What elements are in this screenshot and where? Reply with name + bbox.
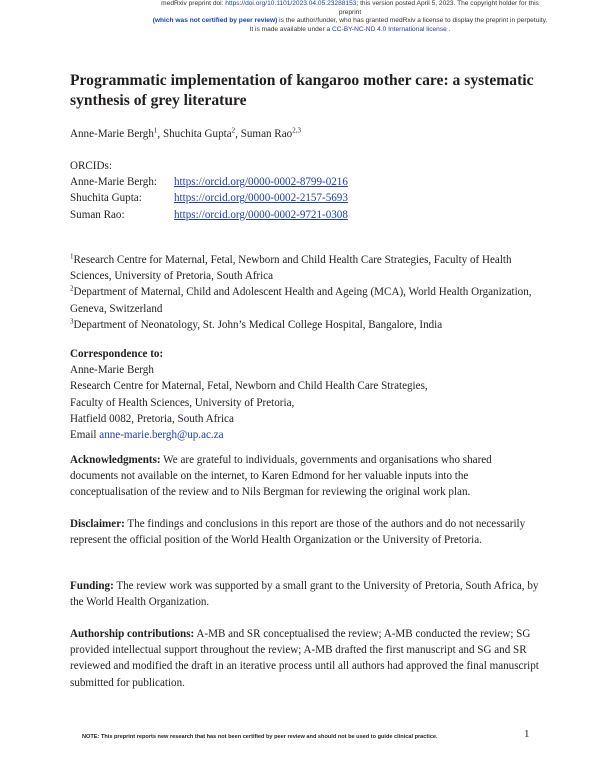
author-name: Shuchita Gupta	[162, 128, 232, 140]
doi-link[interactable]: https://doi.org/10.1101/2023.04.05.23288153	[225, 0, 357, 7]
section-text: The review work was supported by a small grant to the University of Pretoria, South Africa, by the World Health Organization.	[70, 580, 539, 609]
affiliation-marker: 2	[70, 284, 74, 293]
preprint-banner	[150, 0, 550, 34]
orcid-row	[70, 207, 540, 223]
section-label: Acknowledgments:	[70, 454, 161, 466]
affiliation-text: Research Centre for Maternal, Fetal, Newborn and Child Health Care Strategies, Faculty of Health Sciences, University of Pretoria, South Africa	[70, 254, 512, 283]
correspondence-email-line: Email anne-marie.bergh@up.ac.za	[70, 429, 224, 442]
peer-review-notice: (which was not certified by peer review)	[152, 17, 278, 25]
correspondence-heading: Correspondence to:	[70, 348, 164, 360]
acknowledgments-paragraph	[70, 452, 540, 501]
banner-line-2	[150, 17, 550, 26]
banner-text: is the author/funder, who has granted medRxiv a license to display the preprint in perpetuity.	[277, 17, 548, 25]
section-text: The findings and conclusions in this report are those of the authors and do not necessarily represent the official position of the World Health Organization or the University of Pretoria.	[70, 518, 526, 547]
author-name: Anne-Marie Bergh	[70, 128, 154, 140]
orcid-author: Suman Rao:	[70, 208, 125, 221]
authorship-paragraph	[70, 626, 540, 691]
author-affiliation-marker: 2	[231, 126, 236, 135]
disclaimer-paragraph	[70, 516, 540, 548]
affiliation	[70, 317, 540, 333]
author-affiliation-marker: 1	[153, 126, 158, 135]
affiliation-text: Department of Neonatology, St. John’s Medical College Hospital, Bangalore, India	[73, 318, 443, 331]
banner-line-3	[150, 26, 550, 35]
orcid-row	[70, 190, 540, 206]
banner-text: ; this version posted April 5, 2023. The copyright holder for this preprint	[338, 0, 539, 16]
page-number: 1	[524, 728, 530, 740]
section-label: Disclaimer:	[70, 518, 125, 530]
correspondence-name: Anne-Marie Bergh	[70, 364, 154, 377]
orcid-section	[70, 158, 540, 223]
banner-text: medRxiv preprint doi:	[161, 0, 226, 7]
orcid-link[interactable]: https://orcid.org/0000-0002-2157-5693	[174, 192, 348, 205]
orcid-author: Shuchita Gupta:	[70, 192, 142, 205]
orcid-row	[70, 174, 540, 190]
orcid-heading: ORCIDs:	[70, 160, 112, 172]
author-list: Anne-Marie Bergh$^1$, Shuchita Gupta$^2$, Suman Rao$^{2,3}$	[70, 126, 301, 140]
paper-title: Programmatic implementation of kangaroo mother care: a systematic synthesis of grey literature	[70, 72, 534, 109]
email-link[interactable]: anne-marie.bergh@up.ac.za	[99, 429, 224, 442]
banner-text: .	[446, 25, 451, 33]
section-label: Authorship contributions:	[70, 628, 195, 640]
orcid-link[interactable]: https://orcid.org/0000-0002-9721-0308	[174, 208, 348, 221]
footer-note: NOTE: This preprint reports new research that has not been certified by peer review and should not be used to guide clinical practice.	[82, 734, 438, 740]
section-text: We are grateful to individuals, governments and organisations who shared documents not available on the internet, to Karen Edmond for her valuable inputs into the conceptualisation of the review and to Nils Bergman for reviewing the original work plan.	[70, 454, 492, 499]
affiliation	[70, 284, 540, 316]
orcid-author: Anne-Marie Bergh:	[70, 176, 157, 189]
license-link[interactable]: CC-BY-NC-ND 4.0 International license	[331, 25, 447, 33]
banner-text: It is made available under a	[249, 25, 332, 33]
orcid-link[interactable]: https://orcid.org/0000-0002-8799-0216	[174, 176, 348, 189]
section-text: A-MB and SR conceptualised the review; A-MB conducted the review; SG provided intellectual support throughout the review; A-MB drafted the first manuscript and SG and SR reviewed and modified the draft in an iterative process until all authors had approved the final manuscript submitted for publication.	[70, 628, 539, 689]
author-name: Suman Rao	[240, 128, 293, 140]
affiliation-marker: 1	[70, 252, 74, 261]
affiliations	[70, 252, 540, 333]
correspondence	[70, 346, 540, 443]
correspondence-address: Hatfield 0082, Pretoria, South Africa	[70, 412, 234, 425]
affiliation-text: Department of Maternal, Child and Adolescent Health and Ageing (MCA), World Health Organization, Geneva, Switzerland	[70, 286, 532, 315]
author-affiliation-marker: 2,3	[292, 126, 301, 135]
correspondence-address: Research Centre for Maternal, Fetal, Newborn and Child Health Care Strategies,	[70, 380, 428, 393]
correspondence-address: Faculty of Health Sciences, University of Pretoria,	[70, 396, 295, 409]
affiliation	[70, 252, 540, 284]
banner-line-1	[150, 0, 550, 17]
funding-paragraph	[70, 578, 540, 610]
section-label: Funding:	[70, 580, 114, 592]
affiliation-marker: 3	[70, 317, 74, 326]
